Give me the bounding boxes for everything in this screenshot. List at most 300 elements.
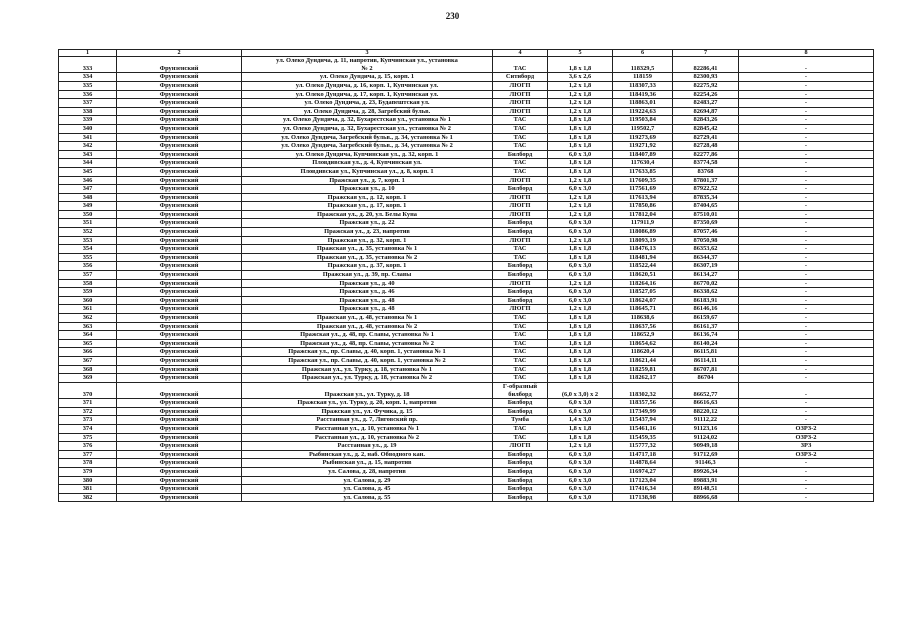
address-cell: Пражская ул., д. 7, корп. 1 [242,176,493,185]
y-coordinate-cell: 91124,02 [673,433,739,442]
row-number-cell: 346 [59,176,117,185]
address-cell: Пражская ул., ул. Турку, д. 18, установка № 1 [242,365,493,374]
row-number-cell: 351 [59,219,117,228]
table-row [59,331,874,340]
size-cell: 1,8 x 1,8 [548,167,613,176]
table-row [59,348,874,357]
zone-note-cell: - [739,305,874,314]
size-cell: 6,0 x 3,0 [548,228,613,237]
zone-note-cell: - [739,399,874,408]
structure-type-cell: ЛЮГП [493,99,548,108]
x-coordinate-cell: 118654,62 [613,339,673,348]
address-cell: Пражская ул., д. 46 [242,288,493,297]
row-number-cell: 366 [59,348,117,357]
x-coordinate-cell: 118329,5 [613,57,673,73]
table-row [59,459,874,468]
structure-type-cell: Билборд [493,467,548,476]
district-cell: Фрунзенский [117,159,242,168]
zone-note-cell: - [739,459,874,468]
table-row [59,150,874,159]
zone-note-cell: - [739,107,874,116]
structure-type-cell: Билборд [493,493,548,502]
structure-type-cell [493,382,548,398]
row-number-cell: 358 [59,279,117,288]
x-coordinate-cell: 119503,84 [613,116,673,125]
x-coordinate-cell: 118357,56 [613,399,673,408]
address-cell: ул. Олеко Дундича, д. 28, Загребский бульв. [242,107,493,116]
row-number-cell: 336 [59,90,117,99]
row-number-cell: 342 [59,142,117,151]
y-coordinate-cell: 82286,41 [673,57,739,73]
address-cell: Пражская ул., д. 40 [242,279,493,288]
zone-note-cell: - [739,228,874,237]
y-coordinate-cell: 82728,48 [673,142,739,151]
y-coordinate-cell: 91112,22 [673,416,739,425]
y-coordinate-cell: 86704 [673,374,739,383]
zone-note-cell: - [739,339,874,348]
size-cell: 6,0 x 3,0 [548,262,613,271]
structure-type-cell: Билборд [493,399,548,408]
x-coordinate-cell: 114717,18 [613,450,673,459]
x-coordinate-cell: 119502,7 [613,124,673,133]
y-coordinate-cell: 82483,27 [673,99,739,108]
table-row [59,193,874,202]
size-cell: 6,0 x 3,0 [548,485,613,494]
structure-type-cell: ТАС [493,322,548,331]
address-cell [242,57,493,73]
x-coordinate-cell: 117138,98 [613,493,673,502]
size-cell: 1,8 x 1,8 [548,57,613,73]
size-cell: 1,2 x 1,8 [548,305,613,314]
table-row [59,305,874,314]
address-cell: Пражская ул., д. 10 [242,185,493,194]
size-cell: 1,2 x 1,8 [548,81,613,90]
district-cell: Фрунзенский [117,485,242,494]
address-cell-line-1: Пражская ул., ул. Турку, д. 18 [324,390,410,398]
address-cell: ул. Олеко Дундича, Загребский бульв., д. 34, установка № 1 [242,133,493,142]
row-number-cell: 345 [59,167,117,176]
row-number-cell: 373 [59,416,117,425]
table-row [59,262,874,271]
y-coordinate-cell: 86652,77 [673,382,739,398]
x-coordinate-cell: 115777,32 [613,442,673,451]
address-cell: Пражская ул., д. 39, пр. Славы [242,271,493,280]
x-coordinate-cell: 117911,9 [613,219,673,228]
header-cell: 2 [117,50,242,57]
x-coordinate-cell: 118302,32 [613,382,673,398]
table-row [59,339,874,348]
district-cell: Фрунзенский [117,433,242,442]
size-cell: 6,0 x 3,0 [548,407,613,416]
y-coordinate-cell: 86344,37 [673,253,739,262]
row-number-cell: 382 [59,493,117,502]
x-coordinate-cell: 118645,71 [613,305,673,314]
x-coordinate-cell: 117609,35 [613,176,673,185]
y-coordinate-cell: 87801,37 [673,176,739,185]
x-coordinate-cell: 118620,51 [613,271,673,280]
zone-note-cell: - [739,99,874,108]
size-cell: 6,0 x 3,0 [548,459,613,468]
row-number-cell: 376 [59,442,117,451]
address-cell: ул. Олеко Дундича, д. 32, Бухарестская ул., установка № 1 [242,116,493,125]
table-row [59,296,874,305]
row-number-cell: 339 [59,116,117,125]
size-cell: 1,4 x 3,0 [548,416,613,425]
district-cell: Фрунзенский [117,236,242,245]
zone-note-cell: - [739,493,874,502]
district-cell: Фрунзенский [117,99,242,108]
y-coordinate-cell: 82845,42 [673,124,739,133]
table-row [59,210,874,219]
row-number-cell: 344 [59,159,117,168]
size-cell: 1,8 x 1,8 [548,133,613,142]
y-coordinate-cell: 86136,74 [673,331,739,340]
district-cell: Фрунзенский [117,399,242,408]
structure-type-cell: ЛЮГП [493,176,548,185]
address-cell: Пражская ул., пр. Славы, д. 40, корп. 1, установка № 2 [242,356,493,365]
y-coordinate-cell: 91146,3 [673,459,739,468]
x-coordinate-cell: 118264,16 [613,279,673,288]
zone-note-cell: - [739,150,874,159]
address-cell: ул. Салова, д. 55 [242,493,493,502]
structure-type-cell-line-2: билборд [508,390,532,398]
y-coordinate-cell: 87404,65 [673,202,739,211]
y-coordinate-cell: 82275,92 [673,81,739,90]
address-cell: Пражская ул., д. 48 [242,296,493,305]
y-coordinate-cell: 91712,69 [673,450,739,459]
address-cell: Пражская ул., ул. Фучика, д. 15 [242,407,493,416]
structure-type-cell: ТАС [493,116,548,125]
district-cell: Фрунзенский [117,116,242,125]
district-cell: Фрунзенский [117,167,242,176]
row-number-cell: 357 [59,271,117,280]
district-cell: Фрунзенский [117,193,242,202]
y-coordinate-cell: 90949,18 [673,442,739,451]
size-cell: 1,8 x 1,8 [548,245,613,254]
x-coordinate-cell: 118419,36 [613,90,673,99]
size-cell: 6,0 x 3,0 [548,185,613,194]
row-number-cell: 380 [59,476,117,485]
table-row [59,57,874,73]
table-row [59,424,874,433]
structure-type-cell-line-1: ТАС [513,64,527,72]
address-cell: ул. Салова, д. 45 [242,485,493,494]
size-cell: 6,0 x 3,0 [548,150,613,159]
structure-type-cell: ТАС [493,374,548,383]
district-cell: Фрунзенский [117,467,242,476]
structure-type-cell: ЛЮГП [493,193,548,202]
size-cell: 1,8 x 1,8 [548,374,613,383]
table-row [59,442,874,451]
zone-note-cell: - [739,210,874,219]
structure-type-cell: ЛЮГП [493,202,548,211]
zone-note-cell: - [739,331,874,340]
table-body [59,57,874,502]
row-number-cell: 343 [59,150,117,159]
y-coordinate-cell: 87350,69 [673,219,739,228]
row-number-cell: 352 [59,228,117,237]
zone-note-cell: ОЗРЗ-2 [739,433,874,442]
structure-type-cell: Билборд [493,262,548,271]
x-coordinate-cell: 118638,6 [613,314,673,323]
y-coordinate-cell: 86707,81 [673,365,739,374]
x-coordinate-cell: 117850,86 [613,202,673,211]
size-cell: 1,8 x 1,8 [548,322,613,331]
y-coordinate-cell: 87057,46 [673,228,739,237]
x-coordinate-cell: 117613,94 [613,193,673,202]
x-coordinate-cell: 118259,81 [613,365,673,374]
address-cell-line-2: № 2 [361,64,373,72]
structure-type-cell: ЛЮГП [493,81,548,90]
table-row [59,176,874,185]
row-number-cell: 341 [59,133,117,142]
address-cell: Пражская ул., д. 17, корп. 1 [242,202,493,211]
structure-type-cell: Билборд [493,271,548,280]
x-coordinate-cell: 117349,99 [613,407,673,416]
zone-note-cell: - [739,142,874,151]
x-coordinate-cell: 118476,13 [613,245,673,254]
zone-note-cell: - [739,245,874,254]
table-row [59,133,874,142]
size-cell: 1,8 x 1,8 [548,339,613,348]
district-cell: Фрунзенский [117,305,242,314]
structure-type-cell: ТАС [493,142,548,151]
row-number-cell: 365 [59,339,117,348]
x-coordinate-cell: 115437,94 [613,416,673,425]
structure-type-cell: ТАС [493,433,548,442]
x-coordinate-cell: 118407,89 [613,150,673,159]
x-coordinate-cell: 118637,56 [613,322,673,331]
district-cell: Фрунзенский [117,407,242,416]
size-cell: 1,2 x 1,8 [548,442,613,451]
y-coordinate-cell: 86307,19 [673,262,739,271]
x-coordinate-cell: 118093,19 [613,236,673,245]
district-cell: Фрунзенский [117,185,242,194]
x-coordinate-cell: 117633,85 [613,167,673,176]
row-number-cell: 374 [59,424,117,433]
zone-note-cell: - [739,219,874,228]
size-cell: 1,8 x 1,8 [548,124,613,133]
row-number-cell: 368 [59,365,117,374]
structure-type-cell: Билборд [493,185,548,194]
district-cell: Фрунзенский [117,279,242,288]
size-cell: 6,0 x 3,0 [548,476,613,485]
table-row [59,433,874,442]
structure-type-cell: ТАС [493,167,548,176]
district-cell: Фрунзенский [117,331,242,340]
x-coordinate-cell: 117416,34 [613,485,673,494]
zone-note-cell: ОЗРЗ-2 [739,424,874,433]
table-row [59,399,874,408]
header-cell: 3 [242,50,493,57]
table-row [59,314,874,323]
size-cell: 1,2 x 1,8 [548,99,613,108]
size-cell: 1,8 x 1,8 [548,314,613,323]
district-cell: Фрунзенский [117,322,242,331]
table-row [59,245,874,254]
zone-note-cell: - [739,348,874,357]
district-cell: Фрунзенский [117,90,242,99]
structure-type-cell: Билборд [493,296,548,305]
zone-note-cell: - [739,185,874,194]
district-cell: Фрунзенский [117,81,242,90]
table-row [59,107,874,116]
structure-type-cell: Билборд [493,407,548,416]
district-cell: Фрунзенский [117,124,242,133]
size-cell: 6,0 x 3,0 [548,450,613,459]
y-coordinate-cell: 86338,62 [673,288,739,297]
advertising-structures-table [58,49,874,502]
table-row [59,407,874,416]
y-coordinate-cell: 89148,51 [673,485,739,494]
zone-note-cell: - [739,253,874,262]
size-cell: 1,8 x 1,8 [548,331,613,340]
row-number-cell: 355 [59,253,117,262]
structure-type-cell: Билборд [493,150,548,159]
table-row [59,485,874,494]
structure-type-cell: ТАС [493,356,548,365]
size-cell: 1,8 x 1,8 [548,365,613,374]
structure-type-cell: Билборд [493,228,548,237]
x-coordinate-cell: 115459,35 [613,433,673,442]
y-coordinate-cell: 87050,98 [673,236,739,245]
y-coordinate-cell: 88966,68 [673,493,739,502]
structure-type-cell: Билборд [493,485,548,494]
table-row [59,167,874,176]
address-cell: Расстанная ул., д. 10, установка № 1 [242,424,493,433]
structure-type-cell: Билборд [493,288,548,297]
y-coordinate-cell: 82277,86 [673,150,739,159]
address-cell: Пражская ул., д. 48 [242,305,493,314]
district-cell: Фрунзенский [117,245,242,254]
structure-type-cell: ТАС [493,314,548,323]
address-cell: ул. Олеко Дундича, Купчинская ул., д. 32, корп. 1 [242,150,493,159]
address-cell: ул. Олеко Дундича, д. 15, корп. 1 [242,73,493,82]
size-cell: 6,0 x 3,0 [548,271,613,280]
size-cell: 1,8 x 1,8 [548,253,613,262]
table-row [59,476,874,485]
row-number-cell: 360 [59,296,117,305]
y-coordinate-cell: 86353,62 [673,245,739,254]
district-cell: Фрунзенский [117,133,242,142]
address-cell: ул. Олеко Дундича, Загребский бульв., д. 34, установка № 2 [242,142,493,151]
x-coordinate-cell: 118522,44 [613,262,673,271]
row-number-cell: 347 [59,185,117,194]
zone-note-cell: - [739,133,874,142]
size-cell: 1,8 x 1,8 [548,433,613,442]
row-number-cell: 349 [59,202,117,211]
y-coordinate-cell: 82843,26 [673,116,739,125]
size-cell: 1,2 x 1,8 [548,236,613,245]
size-cell: 1,8 x 1,8 [548,356,613,365]
structure-type-cell: ТАС [493,245,548,254]
row-number-cell: 378 [59,459,117,468]
x-coordinate-cell: 119273,69 [613,133,673,142]
y-coordinate-cell: 87835,34 [673,193,739,202]
y-coordinate-cell: 82694,87 [673,107,739,116]
district-cell: Фрунзенский [117,296,242,305]
address-cell: ул. Салова, д. 28, напротив [242,467,493,476]
district-cell: Фрунзенский [117,202,242,211]
row-number-cell: 335 [59,81,117,90]
structure-type-cell: Тумба [493,416,548,425]
zone-note-cell: - [739,176,874,185]
y-coordinate-cell: 82729,41 [673,133,739,142]
zone-note-cell: - [739,365,874,374]
zone-note-cell: - [739,124,874,133]
size-cell: 1,2 x 1,8 [548,176,613,185]
structure-type-cell: ТАС [493,365,548,374]
address-cell: Расстанная ул., д. 19 [242,442,493,451]
structure-type-cell: ТАС [493,133,548,142]
structure-type-cell: Билборд [493,450,548,459]
row-number-cell: 338 [59,107,117,116]
address-cell: ул. Олеко Дундича, д. 17, корп. 1, Купчинская ул. [242,90,493,99]
x-coordinate-cell: 115461,16 [613,424,673,433]
structure-type-cell: ЛЮГП [493,279,548,288]
table-row [59,271,874,280]
address-cell: Пражская ул., д. 22 [242,219,493,228]
size-cell: 1,2 x 1,8 [548,210,613,219]
address-cell: Пражская ул., ул. Турку, д. 18, установка № 2 [242,374,493,383]
table-row [59,467,874,476]
address-cell: Пражская ул., д. 37, корп. 1 [242,262,493,271]
zone-note-cell: - [739,159,874,168]
header-cell: 6 [613,50,673,57]
size-cell: 1,8 x 1,8 [548,142,613,151]
zone-note-cell: - [739,467,874,476]
address-cell: Расстанная ул., д. 7, Лиговский пр. [242,416,493,425]
row-number-cell: 333 [59,57,117,73]
y-coordinate-cell: 87922,52 [673,185,739,194]
row-number-cell: 362 [59,314,117,323]
district-cell: Фрунзенский [117,459,242,468]
structure-type-cell: ЛЮГП [493,90,548,99]
district-cell: Фрунзенский [117,57,242,73]
table-row [59,73,874,82]
structure-type-cell: ЛЮГП [493,236,548,245]
size-cell: 6,0 x 3,0 [548,467,613,476]
row-number-cell: 363 [59,322,117,331]
row-number-cell: 377 [59,450,117,459]
zone-note-cell: - [739,314,874,323]
structure-type-cell: ЛЮГП [493,107,548,116]
district-cell: Фрунзенский [117,424,242,433]
district-cell: Фрунзенский [117,73,242,82]
address-cell: Пражская ул., д. 35, установка № 2 [242,253,493,262]
zone-note-cell: - [739,356,874,365]
table-row [59,116,874,125]
x-coordinate-cell: 117123,04 [613,476,673,485]
zone-note-cell: - [739,485,874,494]
y-coordinate-cell: 86770,02 [673,279,739,288]
size-cell: 1,2 x 1,8 [548,279,613,288]
address-cell: Пражская ул., д. 48, установка № 2 [242,322,493,331]
x-coordinate-cell: 118307,33 [613,81,673,90]
y-coordinate-cell: 86146,16 [673,305,739,314]
zone-note-cell: - [739,279,874,288]
x-coordinate-cell: 118621,44 [613,356,673,365]
size-cell: 1,2 x 1,8 [548,107,613,116]
district-cell: Фрунзенский [117,142,242,151]
y-coordinate-cell: 83774,58 [673,159,739,168]
table-row [59,382,874,398]
row-number-cell: 350 [59,210,117,219]
size-cell: 1,2 x 1,8 [548,193,613,202]
address-cell: Пловдивская ул., Купчинская ул., д. 8, корп. 1 [242,167,493,176]
structure-type-cell: ЛЮГП [493,210,548,219]
header-cell: 4 [493,50,548,57]
